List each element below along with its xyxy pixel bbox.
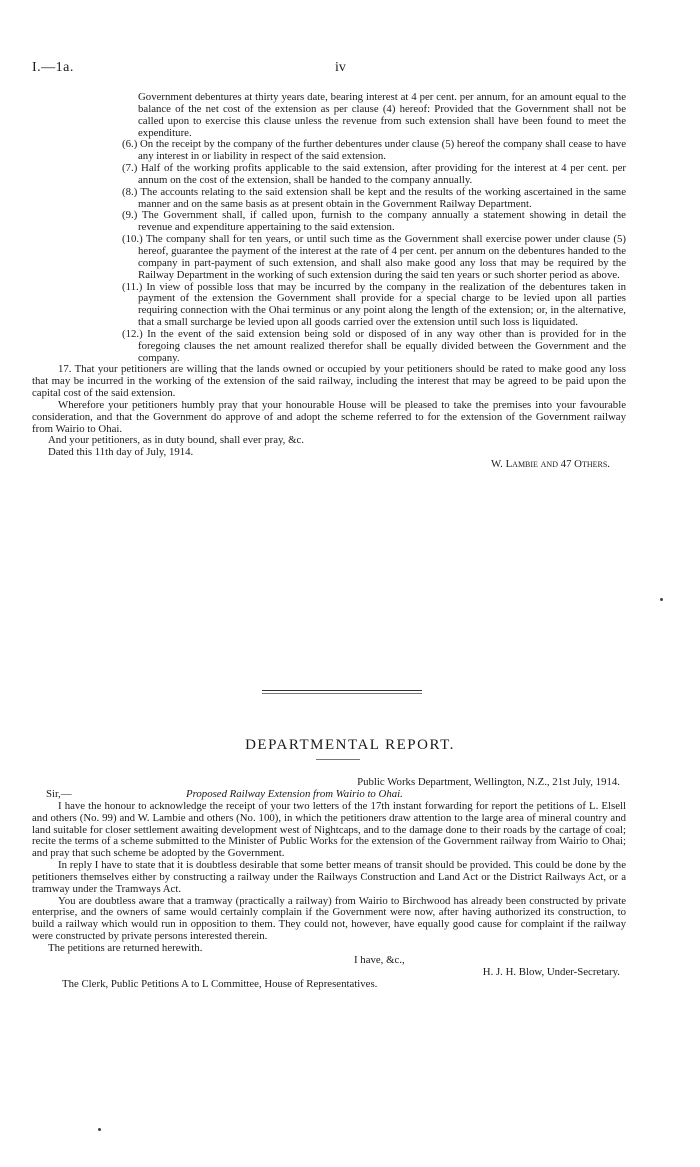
report-paragraph-3: You are doubtless aware that a tramway (practically a railway) from Wairio to Birchwood has already been constructed by private enterprise, and the owners of same would certainly complain if the Government were now, after having authorized its construction, to build a railway which would run in opposition to them. They could not, however, have equally good cause for complaint if the railway were constructed by private persons interested therein. bbox=[32, 894, 626, 943]
duty-line: And your petitioners, as in duty bound, shall ever pray, &c. bbox=[48, 434, 304, 447]
clause-number: (12.) bbox=[122, 327, 143, 340]
clause-text: The company shall for ten years, or until such time as the Government shall exercise power under clause (5) hereof, guarantee the payment of the interest at the rate of 4 per cent. per annum on the debentures handed to the company in part-payment of such extension, and shall also make good any loss that may be required by the Railway Department in the working of such extension during the said ten years or such shorter period as above. bbox=[138, 233, 626, 281]
departmental-report bbox=[32, 776, 626, 990]
report-paragraph-1: I have the honour to acknowledge the receipt of your two letters of the 17th instant forwarding for report the petitions of L. Elsell and others (No. 99) and W. Lambie and others (No. 100), in which the petitioners draw attention to the large area of mineral country and land suitable for closer settlement awaiting development west of Nightcaps, and to the damage done to their roads by the cartage of coal; recite the terms of a scheme submitted to the Minister of Public Works for the extension of the Government railway from Wairio to Ohai; and pray that such scheme be adopted by the Government. bbox=[32, 799, 626, 860]
report-title: DEPARTMENTAL REPORT. bbox=[245, 737, 455, 753]
clause-8 bbox=[122, 187, 626, 211]
salutation-line bbox=[46, 789, 626, 801]
clause-9 bbox=[122, 210, 626, 234]
report-addressee: The Clerk, Public Petitions A to L Committee, House of Representatives. bbox=[62, 977, 378, 990]
report-paragraph-2: In reply I have to state that it is doubtless desirable that some better means of transit should be provided. This could be done by the petitioners themselves either by constructing a railway under the Railways Construction and Land Act or the District Railways Act, or a tramway under the Tramways Act. bbox=[32, 859, 626, 895]
margin-speck bbox=[660, 598, 663, 601]
clause-number: (9.) bbox=[122, 209, 138, 222]
petition-signature: W. Lambie and 47 Others. bbox=[490, 458, 610, 471]
clause-text: The Government shall, if called upon, furnish to the company annually a statement showing in detail the revenue and expenditure appertaining to the said extension. bbox=[138, 209, 626, 234]
page-number: iv bbox=[335, 60, 346, 75]
paragraph-17: 17. That your petitioners are willing that the lands owned or occupied by your petitioners should be rated to make good any loss that may be incurred in the working of the extension of the said railway, including the interest that may be agreed to be paid upon the capital cost of the said extension. bbox=[32, 363, 626, 400]
clause-text: In the event of the said extension being sold or disposed of in any way other than is provided for in the foregoing clauses the net amount realized therefor shall be equally divided between the Government and the company. bbox=[138, 327, 626, 364]
clause-number: (7.) bbox=[122, 162, 138, 175]
clause-10 bbox=[122, 234, 626, 281]
clause-11 bbox=[122, 282, 626, 329]
report-signature: H. J. H. Blow, Under-Secretary. bbox=[482, 965, 620, 978]
report-paragraph-4: The petitions are returned herewith. bbox=[48, 941, 203, 954]
clause-6 bbox=[122, 139, 626, 163]
dated-line: Dated this 11th day of July, 1914. bbox=[48, 446, 194, 459]
clause-number: (11.) bbox=[122, 280, 143, 293]
salutation: Sir,— bbox=[46, 787, 72, 800]
continuation-paragraph: Government debentures at thirty years date, bearing interest at 4 per cent. per annum, for an amount equal to the balance of the net cost of the extension as per clause (4) hereof: Provided that the Government shall not be called upon to exercise this clause unless the revenue from such extension shall have been found to meet the expenditure. bbox=[138, 91, 626, 139]
title-underline bbox=[316, 759, 360, 760]
report-closing: I have, &c., bbox=[354, 953, 405, 966]
section-divider-top bbox=[262, 690, 422, 691]
clause-text: The accounts relating to the said extension shall be kept and the results of the working ascertained in the same manner and on the same basis as at present obtain in the Government Railway Department. bbox=[138, 185, 626, 210]
clause-text: On the receipt by the company of the further debentures under clause (5) hereof the company shall cease to have any interest in or liability in respect of the said extension. bbox=[138, 138, 626, 163]
clause-text: In view of possible loss that may be incurred by the company in the realization of the debentures taken in payment of the extension the Government shall provide for a special charge to be levied upon all parties requiring connection with the Ohai terminus or any point along the length of the extension; or, in the alternative, that a small surcharge be levied upon all goods carried over the extension until such loss is liquidated. bbox=[138, 280, 626, 329]
wherefore-paragraph: Wherefore your petitioners humbly pray that your honourable House will be pleased to take the premises into your favourable consideration, and that the Government do approve of and adopt the scheme referred to for the extension of the Government railway from Wairio to Ohai. bbox=[32, 398, 626, 435]
clause-number: (6.) bbox=[122, 138, 138, 151]
clause-number: (10.) bbox=[122, 233, 143, 246]
bottom-speck bbox=[98, 1128, 101, 1131]
section-divider-bottom bbox=[262, 693, 422, 694]
clause-text: Half of the working profits applicable to the said extension, after providing for the interest at 4 per cent. per annum on the cost of the extension, shall be handed to the company annually. bbox=[138, 162, 626, 186]
document-reference: I.—1a. bbox=[32, 60, 74, 75]
clause-7 bbox=[122, 163, 626, 187]
clause-number: (8.) bbox=[122, 185, 138, 198]
petition-body bbox=[32, 91, 626, 471]
report-dateline: Public Works Department, Wellington, N.Z., 21st July, 1914. bbox=[357, 776, 620, 788]
report-subject: Proposed Railway Extension from Wairio to Ohai. bbox=[186, 787, 403, 800]
clause-12 bbox=[122, 329, 626, 365]
